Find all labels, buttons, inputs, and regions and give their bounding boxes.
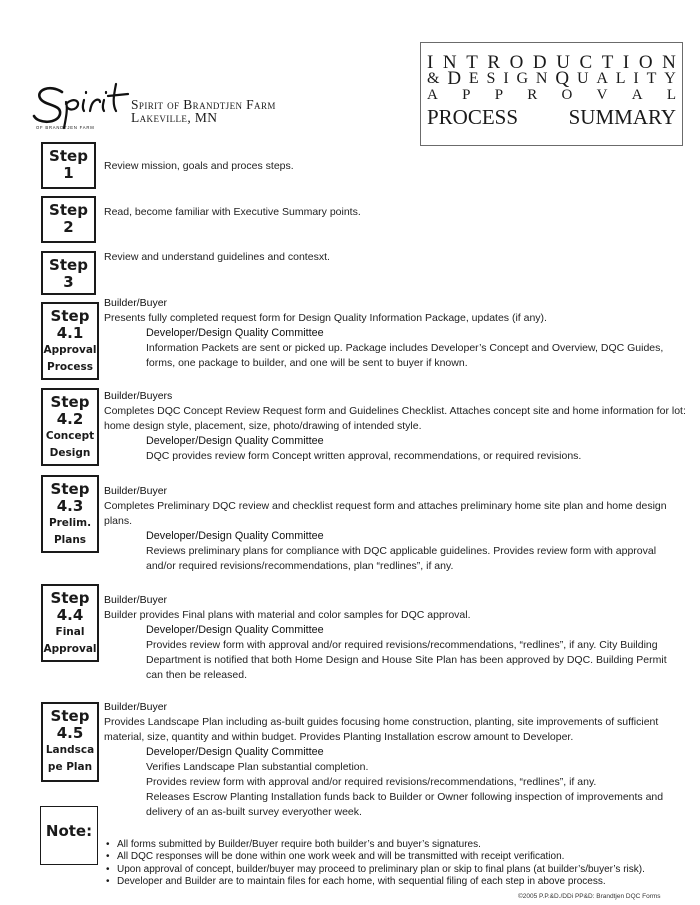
committee-action: Releases Escrow Planting Installation funds back to Builder or Owner following inspection of improvements and delivery of an as-built survey everyother week.: [146, 791, 664, 818]
step-3-box: [41, 251, 96, 295]
title-letter: L: [615, 70, 626, 87]
title-line-design-quality: [427, 68, 676, 89]
step-number: 4.2: [56, 410, 84, 428]
step-label: Process: [47, 361, 93, 373]
step-2-text: [104, 205, 684, 220]
step-1-box: [41, 142, 96, 189]
step-label: Prelim.: [48, 517, 92, 529]
step-number: 3: [63, 273, 74, 291]
committee-role: Developer/Design Quality Committee: [146, 327, 324, 339]
title-letter: Y: [664, 70, 676, 87]
title-letter: L: [666, 87, 676, 103]
step-word: Step: [50, 307, 90, 325]
builder-role: Builder/Buyer: [104, 701, 168, 713]
title-letter: N: [442, 52, 457, 73]
committee-action: Reviews preliminary plans for compliance with DQC applicable guidelines. Provides review form with approval and/or required revisions/recommendations, plan “redlines”, if any.: [146, 545, 657, 572]
title-letter: Q: [555, 68, 570, 89]
title-letter: A: [631, 87, 643, 103]
step-4-4-box: [41, 584, 99, 662]
committee-action: Information Packets are sent or picked up. Package includes Developer’s Concept and Overview, DQC Guides, forms, one package to builder, and one will be sent to buyer if known.: [146, 342, 664, 369]
note-box: [40, 806, 98, 865]
builder-action: Completes DQC Concept Review Request form and Guidelines Checklist. Attaches concept site and home information for lot: home design style, placement, size, photo/drawing of intended style.: [104, 405, 686, 432]
step-2-box: [41, 196, 96, 243]
note-item: • Developer and Builder are to maintain files for each home, with sequential filing of each step in above process.: [106, 876, 686, 888]
step-4-5-box: [41, 702, 99, 782]
note-item: • All forms submitted by Builder/Buyer require both builder’s and buyer’s signatures.: [106, 839, 686, 851]
builder-role: Builder/Buyer: [104, 297, 168, 309]
title-letter: A: [427, 87, 438, 103]
title-letter: U: [576, 70, 589, 87]
title-box: [420, 42, 683, 146]
title-letter: N: [535, 70, 548, 87]
title-letter: T: [466, 52, 478, 73]
title-letter: &: [427, 70, 440, 87]
title-letter: SUMMARY: [568, 105, 676, 129]
title-letter: O: [561, 87, 573, 103]
builder-action: Completes Preliminary DQC review and checklist request form and attaches preliminary home site plan and home design plans.: [104, 500, 667, 527]
title-letter: A: [596, 70, 608, 87]
step-4-5-text: [104, 700, 686, 820]
committee-role: Developer/Design Quality Committee: [146, 624, 324, 636]
builder-role: Builder/Buyers: [104, 390, 173, 402]
step-word: Step: [49, 147, 88, 165]
step-word: Step: [50, 393, 90, 411]
step-4-2-text: [104, 389, 686, 464]
title-letter: I: [633, 70, 639, 87]
committee-role: Developer/Design Quality Committee: [146, 435, 324, 447]
builder-action: Presents fully completed request form for Design Quality Information Package, updates (if any).: [104, 312, 547, 324]
org-location-line2: Lakeville, MN: [131, 110, 218, 125]
copyright-footer: ©2005 P.P.&D./DDi PP&D: Brandtjen DQC Forms: [518, 893, 661, 900]
step-label: pe Plan: [47, 761, 93, 773]
step-number: 2: [63, 218, 74, 236]
title-letter: I: [503, 70, 509, 87]
step-4-4-text: [104, 593, 686, 683]
committee-action: Provides review form with approval and/or required revisions/recommendations, “redlines”, if any.: [146, 776, 597, 788]
step-word: Step: [49, 256, 88, 274]
builder-role: Builder/Buyer: [104, 594, 168, 606]
step-label: Final: [55, 626, 85, 638]
title-letter: O: [509, 52, 524, 73]
committee-action: DQC provides review form Concept written approval, recommendations, or required revisions.: [146, 450, 582, 462]
title-line-introduction: [427, 52, 676, 73]
title-letter: R: [487, 52, 501, 73]
org-name-line1: Spirit of Brandtjen Farm: [131, 97, 276, 112]
step-number: 4.4: [56, 606, 84, 624]
step-4-1-box: [41, 302, 99, 380]
step-label: Approval: [43, 344, 97, 356]
step-4-3-text: [104, 484, 686, 574]
title-letter: G: [516, 70, 529, 87]
note-heading: Note:: [45, 822, 93, 840]
step-label: Concept: [45, 430, 95, 442]
title-letter: I: [427, 52, 434, 73]
title-letter: S: [486, 70, 496, 87]
step-word: Step: [50, 589, 90, 607]
title-letter: T: [646, 70, 657, 87]
committee-role: Developer/Design Quality Committee: [146, 746, 324, 758]
title-letter: U: [556, 52, 570, 73]
note-item: • All DQC responses will be done within one work week and will be transmitted with receipt verification.: [106, 851, 686, 863]
committee-action: Provides review form with approval and/or required revisions/recommendations, “redlines”, if any. City Building Department is notified that both Home Design and House Site Plan has been approved by DQC. Building Permit can then be released.: [146, 639, 667, 681]
committee-role: Developer/Design Quality Committee: [146, 530, 324, 542]
step-description: Review mission, goals and proces steps.: [104, 160, 294, 172]
title-letter: V: [596, 87, 608, 103]
step-description: Read, become familiar with Executive Summary points.: [104, 206, 361, 218]
title-letter: R: [527, 87, 538, 103]
title-line-approval: [427, 87, 676, 103]
title-letter: P: [462, 87, 471, 103]
title-letter: E: [468, 70, 479, 87]
step-number: 4.1: [56, 324, 84, 342]
notes-list: [106, 839, 686, 888]
title-letter: I: [622, 52, 630, 73]
step-word: Step: [49, 201, 88, 219]
title-letter: P: [494, 87, 504, 103]
spirit-logo: [32, 78, 142, 130]
step-number: 4.5: [56, 724, 84, 742]
title-letter: D: [447, 68, 462, 89]
step-label: Design: [49, 447, 91, 459]
step-label: Approval: [43, 643, 97, 655]
svg-text:OF BRANDTJEN FARM: OF BRANDTJEN FARM: [36, 125, 95, 130]
step-number: 4.3: [56, 497, 84, 515]
title-letter: PROCESS: [427, 105, 519, 129]
note-item: • Upon approval of concept, builder/buyer may proceed to preliminary plan or skip to final plans (at builder’s/buyer’s risk).: [106, 864, 686, 876]
committee-action: Verifies Landscape Plan substantial completion.: [146, 761, 369, 773]
step-1-text: [104, 159, 684, 174]
title-letter: C: [579, 52, 593, 73]
organization-name: [131, 98, 276, 124]
step-4-2-box: [41, 388, 99, 466]
title-letter: D: [532, 52, 547, 73]
step-label: Plans: [53, 534, 87, 546]
step-word: Step: [50, 707, 90, 725]
step-word: Step: [50, 480, 90, 498]
builder-action: Builder provides Final plans with material and color samples for DQC approval.: [104, 609, 471, 621]
step-number: 1: [63, 164, 74, 182]
step-3-text: [104, 250, 684, 265]
title-letter: N: [662, 52, 676, 73]
title-letter: O: [638, 52, 653, 73]
step-label: Landsca: [45, 744, 95, 756]
builder-role: Builder/Buyer: [104, 485, 168, 497]
step-4-3-box: [41, 475, 99, 553]
builder-action: Provides Landscape Plan including as-built guides focusing home construction, planting, site improvements of sufficient material, size, quantity and within budget. Provides Planting Installation escrow amount to Developer.: [104, 716, 659, 743]
step-description: Review and understand guidelines and contesxt.: [104, 251, 330, 263]
title-letter: T: [601, 52, 614, 73]
title-line-process-summary: [427, 105, 676, 129]
step-4-1-text: [104, 296, 686, 371]
